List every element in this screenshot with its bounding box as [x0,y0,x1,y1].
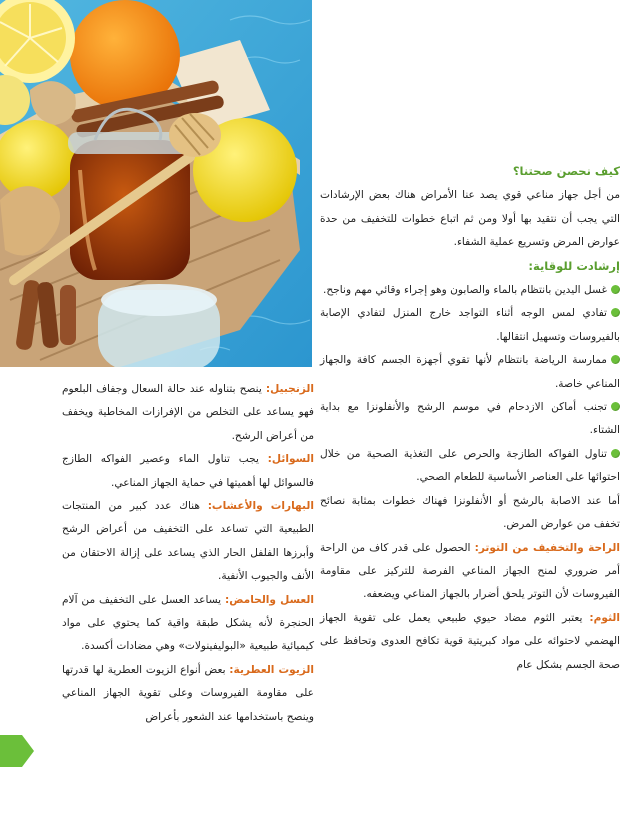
honey-text: يساعد العسل على التخفيف من آلام الحنجرة لأنه يشكل طبقة واقية كما يحتوي على مواد كيميائية طبيعية «البوليفينولات» وهي مضادات أكسدة. [62,593,314,653]
page-marker-icon [0,733,36,769]
bullet-text: غسل اليدين بانتظام بالماء والصابون وهو إجراء وقائي مهم وناجح. [323,284,607,297]
list-item [320,279,620,302]
bullet-icon [611,285,620,294]
right-column [320,160,620,677]
bullet-icon [611,308,620,317]
bullet-text: تجنب أماكن الازدحام في موسم الرشح والأنفلونزا مع بداية الشتاء. [320,401,620,437]
bullet-text: تفادي لمس الوجه أثناء التواجد خارج المنزل لتفادي الإصابة بالفيروسات وتسهيل انتقالها. [320,307,620,343]
oils-paragraph [62,659,314,729]
bullet-icon [611,449,620,458]
garlic-label: الثوم: [589,611,620,624]
fluids-paragraph [62,448,314,495]
oils-text: بعض أنواع الزيوت العطرية لها قدرتها على مقاومة الفيروسات وعلى تقوية الجهاز المناعي وينصح باستخدامها عند الشعور بأعراض [62,663,314,723]
honey-paragraph [62,589,314,659]
honey-lemon-ginger-cinnamon-photo [0,0,312,367]
list-item [320,302,620,349]
cover-photo [0,0,312,367]
spices-text: هناك عدد كبير من المنتجات الطبيعية التي تساعد على التخفيف من أعراض الرشح وأبرزها الفلفل الحار الذي يساعد على إزالة الاحتقان من الأنف والجيوب الأنفية. [62,500,314,583]
left-column [62,378,314,729]
ginger-label: الزنجبيل: [265,383,314,395]
spices-paragraph [62,495,314,589]
list-item [320,443,620,490]
intro-paragraph: من أجل جهاز مناعي قوي يصد عنا الأمراض هناك بعض الإرشادات التي يجب أن نتقيد بها أولا ومن ثم اتباع خطوات للتخفيف من حدة عوارض المرض وتسريع عملية الشفاء. [320,189,620,249]
bullet-icon [611,355,620,364]
rest-text: الحصول على قدر كاف من الراحة أمر ضروري لمنح الجهاز المناعي الفرصة للتركيز على مقاومة الفيروسات لأن التوتر يلحق أضرار بالجهاز المناعي ويضعفه. [320,541,620,601]
fluids-label: السوائل: [267,453,314,466]
bullet-text: تناول الفواكه الطازجة والحرص على التغذية الصحية من خلال احتوائها على العناصر الأساسية للطعام الصحي. [320,447,620,484]
garlic-paragraph [320,607,620,677]
heading-main: كيف نحصن صحتنا؟ [512,164,620,178]
spices-label: البهارات والأعشاب: [207,500,314,513]
garlic-text: يعتبر الثوم مضاد حيوي طبيعي يعمل على تقوية الجهاز الهضمي لاحتوائه على مواد كبريتية قوية تكافح العدوى وتحافظ على صحة الجسم بشكل عام [320,611,620,671]
oils-label: الزيوت العطرية: [229,663,314,676]
section-heading [320,160,620,184]
bullet-icon [611,402,620,411]
list-item [320,349,620,396]
fluids-text: يجب تناول الماء وعصير الفواكه الطازج فالسوائل لها أهميتها في حماية الجهاز المناعي. [62,453,314,489]
honey-label: العسل والحامض: [224,593,314,606]
prevention-heading: إرشادت للوقاية: [528,258,620,273]
flu-paragraph: أما عند الاصابة بالرشح أو الأنفلونزا فهناك خطوات بمثابة نصائح تخفف من عوارض المرض. [320,494,620,531]
prevention-heading-line [320,255,620,279]
rest-label: الراحة والتخفيف من التوتر: [474,541,620,554]
bullet-text: ممارسة الرياضة بانتظام لأنها تقوي أجهزة الجسم كافة والجهاز المناعي خاصة. [320,354,620,390]
ginger-text: ينصح بتناوله عند حالة السعال وجفاف البلعوم فهو يساعد على التخلص من الإفرازات المخاطية ويخفف من أعراض الرشح. [62,383,314,442]
rest-paragraph [320,537,620,607]
list-item [320,396,620,443]
ginger-paragraph [62,378,314,448]
